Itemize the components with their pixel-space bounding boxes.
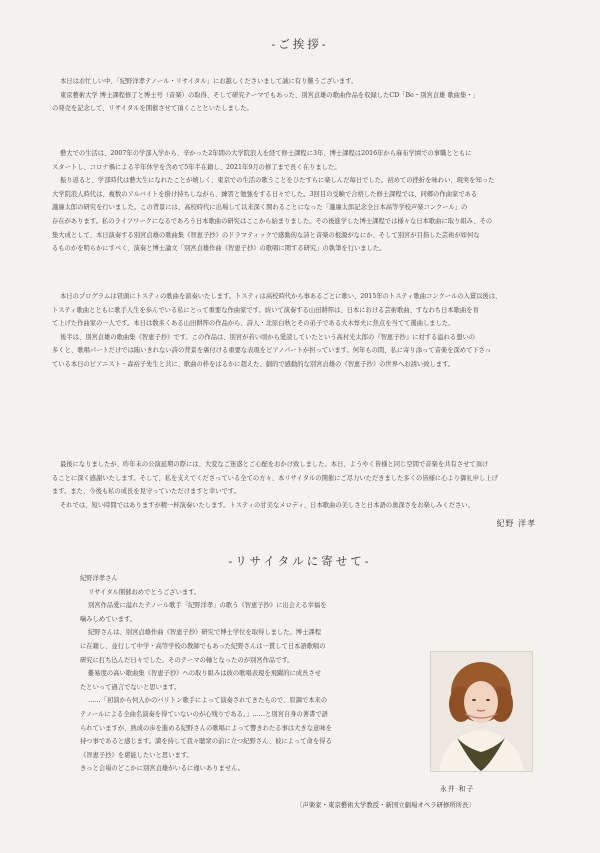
text-line: 噛みしめています。 bbox=[80, 615, 137, 623]
text-line: て上げた作曲家の一人です。本日は数多くある山田耕筰の作品から、詩人・北原白秋とその弟子である大木惇夫に焦点を当てて選曲しました。 bbox=[52, 320, 455, 328]
text-line: 多くと、歌唱パートだけでは賄いきれない詩の背景を裏付ける重要な表現をピアノパートが担っています。何年もの間、私に寄り添って音楽を深めて下さっ bbox=[52, 347, 492, 355]
text-line: 瀧廉太郎の研究を行いました。この背景には、高校時代に出場して以来深く関わることになった「瀧廉太郎記念全日本高等学校声楽コンクール」の bbox=[52, 204, 468, 212]
text-line: 《智恵子抄》を堪能したいと思います。 bbox=[80, 751, 193, 759]
text-line: ることに深く感謝いたします。そして、私を支えてくださっている全ての方々、本リサイタルの開催にご尽力いただきました多くの皆様に心より御礼申し上げ bbox=[52, 474, 498, 482]
text-line: 紀野洋孝さん bbox=[80, 575, 118, 582]
text-line: きっと会場のどこかに別宮貞雄がいるに違いありません。 bbox=[80, 765, 245, 773]
message-title: -リサイタルに寄せて- bbox=[228, 554, 372, 568]
text-line: 本日はお忙しい中、「紀野洋孝テノール・リサイタル」にお越しくださいまして誠に有り難うございます。 bbox=[60, 78, 358, 85]
text-line: スタートし、コロナ禍による半年休学を含めて5年半在籍し、2021年9月の修了まで長く在りました。 bbox=[52, 163, 341, 171]
text-line: るものかを明らかにすべく、演奏と博士論文「別宮貞雄作曲《智恵子抄》の歌唱に関する研究」の執筆を行いました。 bbox=[52, 245, 386, 253]
text-line: られていますが、熟成の歩を進める紀野さんの歌唱によって響きわたる事は大きな意味を bbox=[80, 724, 332, 732]
text-line: 藝大での生活は、2007年の学部入学から、辛かった2年間の大学院浪人を経て修士課程に3年、博士課程は2016年から麻布学園での事職とともに bbox=[60, 150, 472, 157]
text-line: 難易度の高い歌曲集《智恵子抄》への取り組みは彼の歌唱表現を飛躍的に成長させ bbox=[88, 670, 321, 678]
text-line: 本日のプログラムは冒頭にトスティの歌曲を演奏いたします。トスティは高校時代から事あるごとに歌い、2015年のトスティ歌曲コンクールの入賞以後は、 bbox=[60, 293, 502, 300]
greeting-paragraph-3 bbox=[52, 290, 562, 372]
text-line: 別宮作品愛に溢れたテノール歌手「紀野洋孝」の歌う《智恵子抄》に出会える幸福を bbox=[88, 602, 327, 610]
text-line: 集大成として、本日演奏する別宮貞雄の歌曲集《智恵子抄》のドラマティックで感動的な詩と音楽の根源がなにか、そして別宮が目指した芸術が如何な bbox=[52, 231, 480, 239]
message-signature-name: 永井 和子 bbox=[440, 785, 475, 793]
text-line: リサイタル開催おめでとうございます。 bbox=[88, 588, 201, 596]
portrait-illustration bbox=[431, 652, 532, 771]
text-line: ている本日のピアニスト・森裕子先生と共に、歌曲の枠をはるかに超えた、劇的で感動的な別宮貞雄の《智恵子抄》の世界へお誘い致します。 bbox=[52, 360, 455, 368]
greeting-paragraph-1 bbox=[52, 75, 562, 116]
text-line: 振り返ると、学部時代は藝大生になれたことが嬉しく、東京での生活の歌うことをひたすらに楽しんだ毎日でした。初めての挫折を味わい、現実を知った bbox=[60, 177, 495, 185]
text-line: たといって過言でないと思います。 bbox=[80, 683, 181, 691]
text-line: トスティ歌曲とともに歌手人生を歩んでいる私にとって重要な作曲家です。続いて演奏する山田耕筰は、日本における芸術歌曲、すなわち日本歌曲を育 bbox=[52, 306, 479, 314]
text-line: 存在があります。私のライフワークになるであろう日本歌曲の研究はここから始まりました。その後進学した博士課程では様々な日本歌曲に取り組み、その bbox=[52, 217, 493, 225]
text-line: 東京藝術大学 博士課程修了と博士号（音楽）の取得、そして研究テーマでもあった、別宮貞雄の歌曲作品を収録したCD「Be・別宮貞雄 歌曲集・」 bbox=[60, 91, 479, 99]
portrait-photo bbox=[430, 651, 533, 772]
text-line: テノールによる全曲名演奏を得ていないのが心残りである。」……と別宮自身の著書で語 bbox=[80, 710, 328, 718]
text-line: 大学院浪人時代は、複数のアルバイトを掛け持ちしながら、練習と勉強をする日々でした。3回目の受験で合格した修士課程では、同郷の作曲家である bbox=[52, 190, 478, 198]
text-line: 持つ事であると感じます。満を持して我々聴衆の前に立つ紀野さん、彼によって命を得る bbox=[80, 738, 332, 746]
message-signature-title: 〔声楽家・東京藝術大学教授・新国立劇場オペラ研修所所長〕 bbox=[296, 801, 475, 809]
greeting-paragraph-2 bbox=[52, 147, 562, 256]
text-line: 研究に打ち込んだ日々でした。そのテーマの軸となったのが別宮作品です。 bbox=[80, 656, 294, 664]
text-line: ……「初演から何人かのバリトン歌手によって演奏されてきたもので、原調で本来の bbox=[88, 697, 328, 705]
text-line: の発売を記念して、リサイタルを開催させて頂くことといたしました。 bbox=[52, 105, 253, 113]
greeting-paragraph-4 bbox=[52, 458, 562, 512]
text-line: 後半は、別宮貞雄の歌曲集《智恵子抄》です。この作品は、別宮が若い頃から愛読していたという高村光太郎の『智恵子抄』に対する溢れる想いの bbox=[60, 333, 476, 341]
greeting-signature: 紀野 洋孝 bbox=[496, 519, 536, 528]
text-line: 最後になりましたが、昨年末の公演延期の際には、大変なご迷惑とご心配をおかけ致しました。本日、ようやく皆様と同じ空間で音楽を共有させて頂け bbox=[60, 461, 489, 468]
text-line: ます。また、今後も私の成長を見守っていただけますと幸いです。 bbox=[52, 488, 240, 496]
text-line: それでは、短い時間ではありますが精一杯演奏いたします。トスティの甘美なメロディ、日本歌曲の美しさと日本語の奥深さをお楽しみください。 bbox=[60, 501, 474, 509]
greeting-title: -ご挨拶- bbox=[271, 37, 329, 51]
text-line: に在籍し、並行して中学・高等学校の教師でもあった紀野さんは一貫して日本語歌唱の bbox=[80, 642, 326, 650]
message-body bbox=[80, 572, 425, 776]
text-line: 紀野さんは、別宮貞雄作曲《智恵子抄》研究で博士学位を取得しました。博士課程 bbox=[88, 629, 321, 637]
